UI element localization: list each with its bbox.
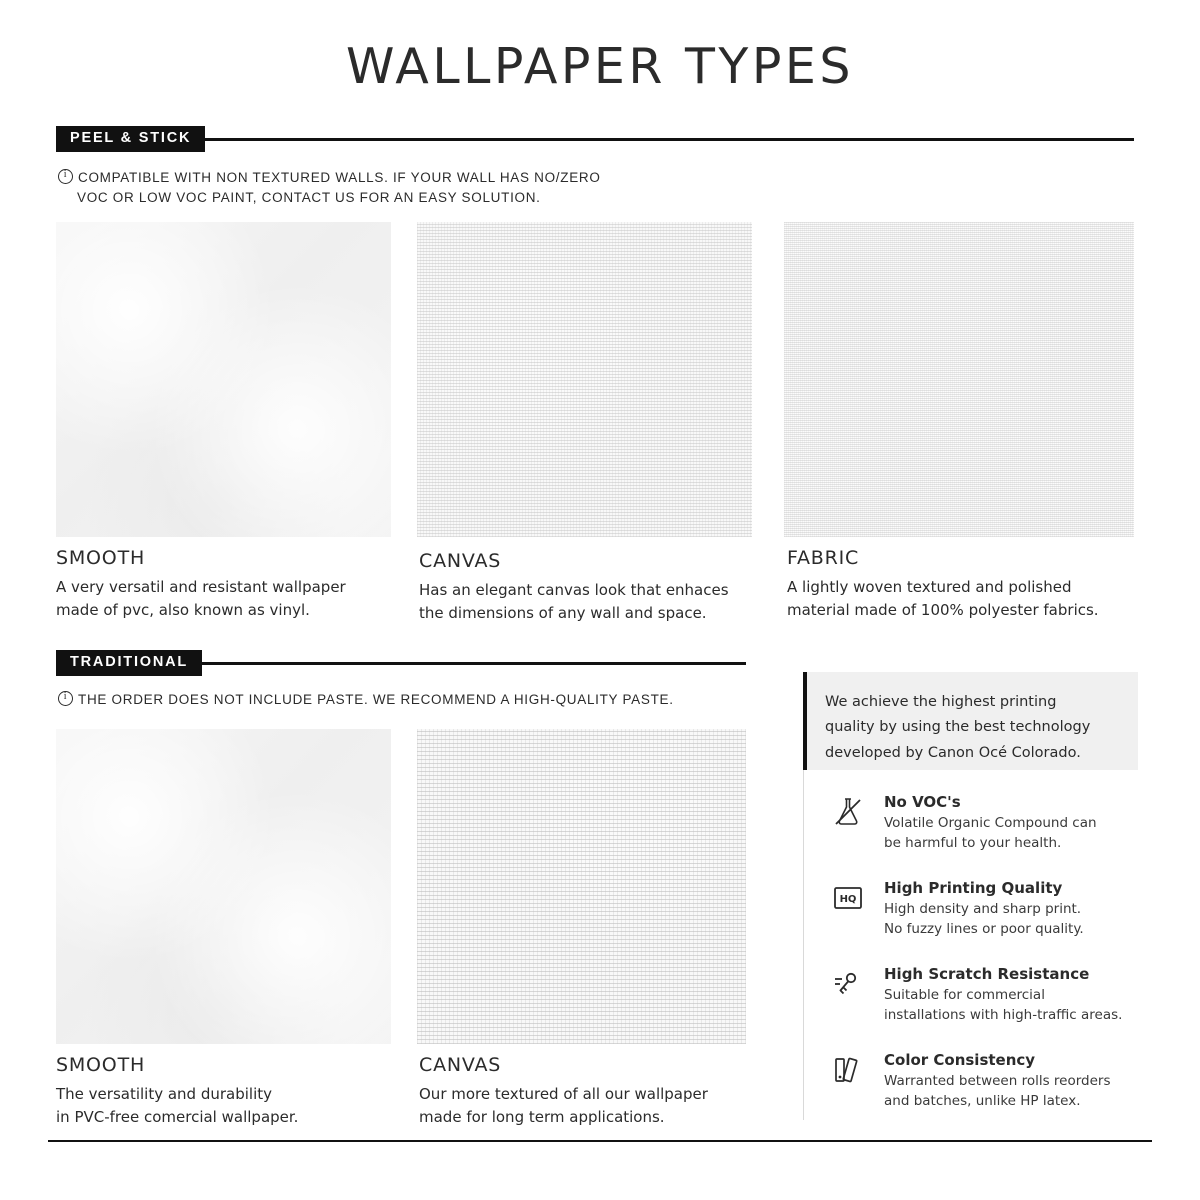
desc-line-2: made for long term applications. <box>419 1107 665 1126</box>
note-line-1: COMPATIBLE WITH NON TEXTURED WALLS. IF YOUR WALL HAS NO/ZERO <box>78 170 601 185</box>
desc-line-1: The versatility and durability <box>56 1085 273 1103</box>
note-line-1: THE ORDER DOES NOT INCLUDE PASTE. WE RECOMMEND A HIGH-QUALITY PASTE. <box>78 692 674 707</box>
swatch-peel-smooth <box>56 222 391 537</box>
desc-line-1: Has an elegant canvas look that enhaces <box>419 581 729 599</box>
section-tag-peel-stick: PEEL & STICK <box>56 126 205 152</box>
feature-body <box>884 878 1084 939</box>
swatch-name-peel-fabric: FABRIC <box>787 547 860 569</box>
desc-line-2: made of pvc, also known as vinyl. <box>56 600 310 619</box>
quote-line-3: developed by Canon Océ Colorado. <box>825 744 1081 761</box>
desc-line-2: be harmful to your health. <box>884 834 1062 851</box>
feature-title: High Printing Quality <box>884 879 1063 897</box>
feature-body <box>884 1050 1111 1111</box>
note-traditional <box>58 690 758 710</box>
feature-desc <box>884 900 1084 939</box>
bottom-rule <box>48 1140 1152 1142</box>
feature-color-consistency <box>828 1050 1158 1111</box>
swatch-peel-fabric <box>784 222 1134 537</box>
feature-no-voc <box>828 792 1158 853</box>
color-consistency-icon <box>828 1050 868 1090</box>
feature-title: No VOC's <box>884 793 961 811</box>
feature-high-scratch-resistance <box>828 964 1158 1025</box>
swatch-trad-smooth <box>56 729 391 1044</box>
feature-high-printing-quality <box>828 878 1158 939</box>
section-header-peel-stick <box>56 126 1134 152</box>
desc-line-2: the dimensions of any wall and space. <box>419 603 707 622</box>
swatch-desc-peel-fabric <box>787 576 1147 621</box>
desc-line-2: in PVC-free comercial wallpaper. <box>56 1107 299 1126</box>
feature-desc <box>884 814 1097 853</box>
feature-title: Color Consistency <box>884 1051 1036 1069</box>
info-icon <box>58 691 73 706</box>
desc-line-1: Volatile Organic Compound can <box>884 815 1097 831</box>
swatch-desc-peel-canvas <box>419 579 769 624</box>
swatch-trad-canvas <box>417 729 746 1044</box>
swatch-peel-canvas <box>417 222 752 537</box>
quote-line-1: We achieve the highest printing <box>825 694 1057 710</box>
feature-body <box>884 792 1097 853</box>
scratch-resistance-icon <box>828 964 868 1004</box>
desc-line-2: material made of 100% polyester fabrics. <box>787 600 1099 619</box>
swatch-desc-trad-canvas <box>419 1083 769 1128</box>
quote-accent-bar <box>803 672 807 770</box>
swatch-name-trad-smooth: SMOOTH <box>56 1054 146 1076</box>
note-line-2: VOC OR LOW VOC PAINT, CONTACT US FOR AN EASY SOLUTION. <box>77 189 541 205</box>
quote-text <box>825 690 1118 766</box>
desc-line-1: Warranted between rolls reorders <box>884 1073 1111 1089</box>
desc-line-1: A very versatil and resistant wallpaper <box>56 578 346 596</box>
feature-desc <box>884 1072 1111 1111</box>
section-header-traditional <box>56 650 746 676</box>
swatch-name-peel-smooth: SMOOTH <box>56 547 146 569</box>
swatch-name-peel-canvas: CANVAS <box>419 550 502 572</box>
desc-line-2: installations with high-traffic areas. <box>884 1006 1123 1023</box>
note-peel-stick <box>58 168 758 207</box>
section-rule <box>205 138 1134 141</box>
info-icon <box>58 169 73 184</box>
quote-line-2: quality by using the best technology <box>825 719 1091 736</box>
desc-line-1: Suitable for commercial <box>884 987 1045 1003</box>
quote-box <box>803 672 1138 770</box>
svg-text:HQ: HQ <box>839 894 857 905</box>
feature-title: High Scratch Resistance <box>884 965 1090 983</box>
desc-line-1: A lightly woven textured and polished <box>787 578 1072 596</box>
swatch-desc-trad-smooth <box>56 1083 396 1128</box>
hq-print-icon <box>828 878 868 918</box>
feature-body <box>884 964 1122 1025</box>
feature-desc <box>884 986 1122 1025</box>
section-tag-traditional: TRADITIONAL <box>56 650 202 676</box>
swatch-name-trad-canvas: CANVAS <box>419 1054 502 1076</box>
desc-line-2: No fuzzy lines or poor quality. <box>884 920 1084 937</box>
desc-line-1: High density and sharp print. <box>884 901 1082 917</box>
desc-line-1: Our more textured of all our wallpaper <box>419 1085 708 1103</box>
swatch-desc-peel-smooth <box>56 576 396 621</box>
no-voc-flask-icon <box>828 792 868 832</box>
page-title: WALLPAPER TYPES <box>346 38 854 95</box>
desc-line-2: and batches, unlike HP latex. <box>884 1092 1081 1109</box>
section-rule <box>202 662 746 665</box>
